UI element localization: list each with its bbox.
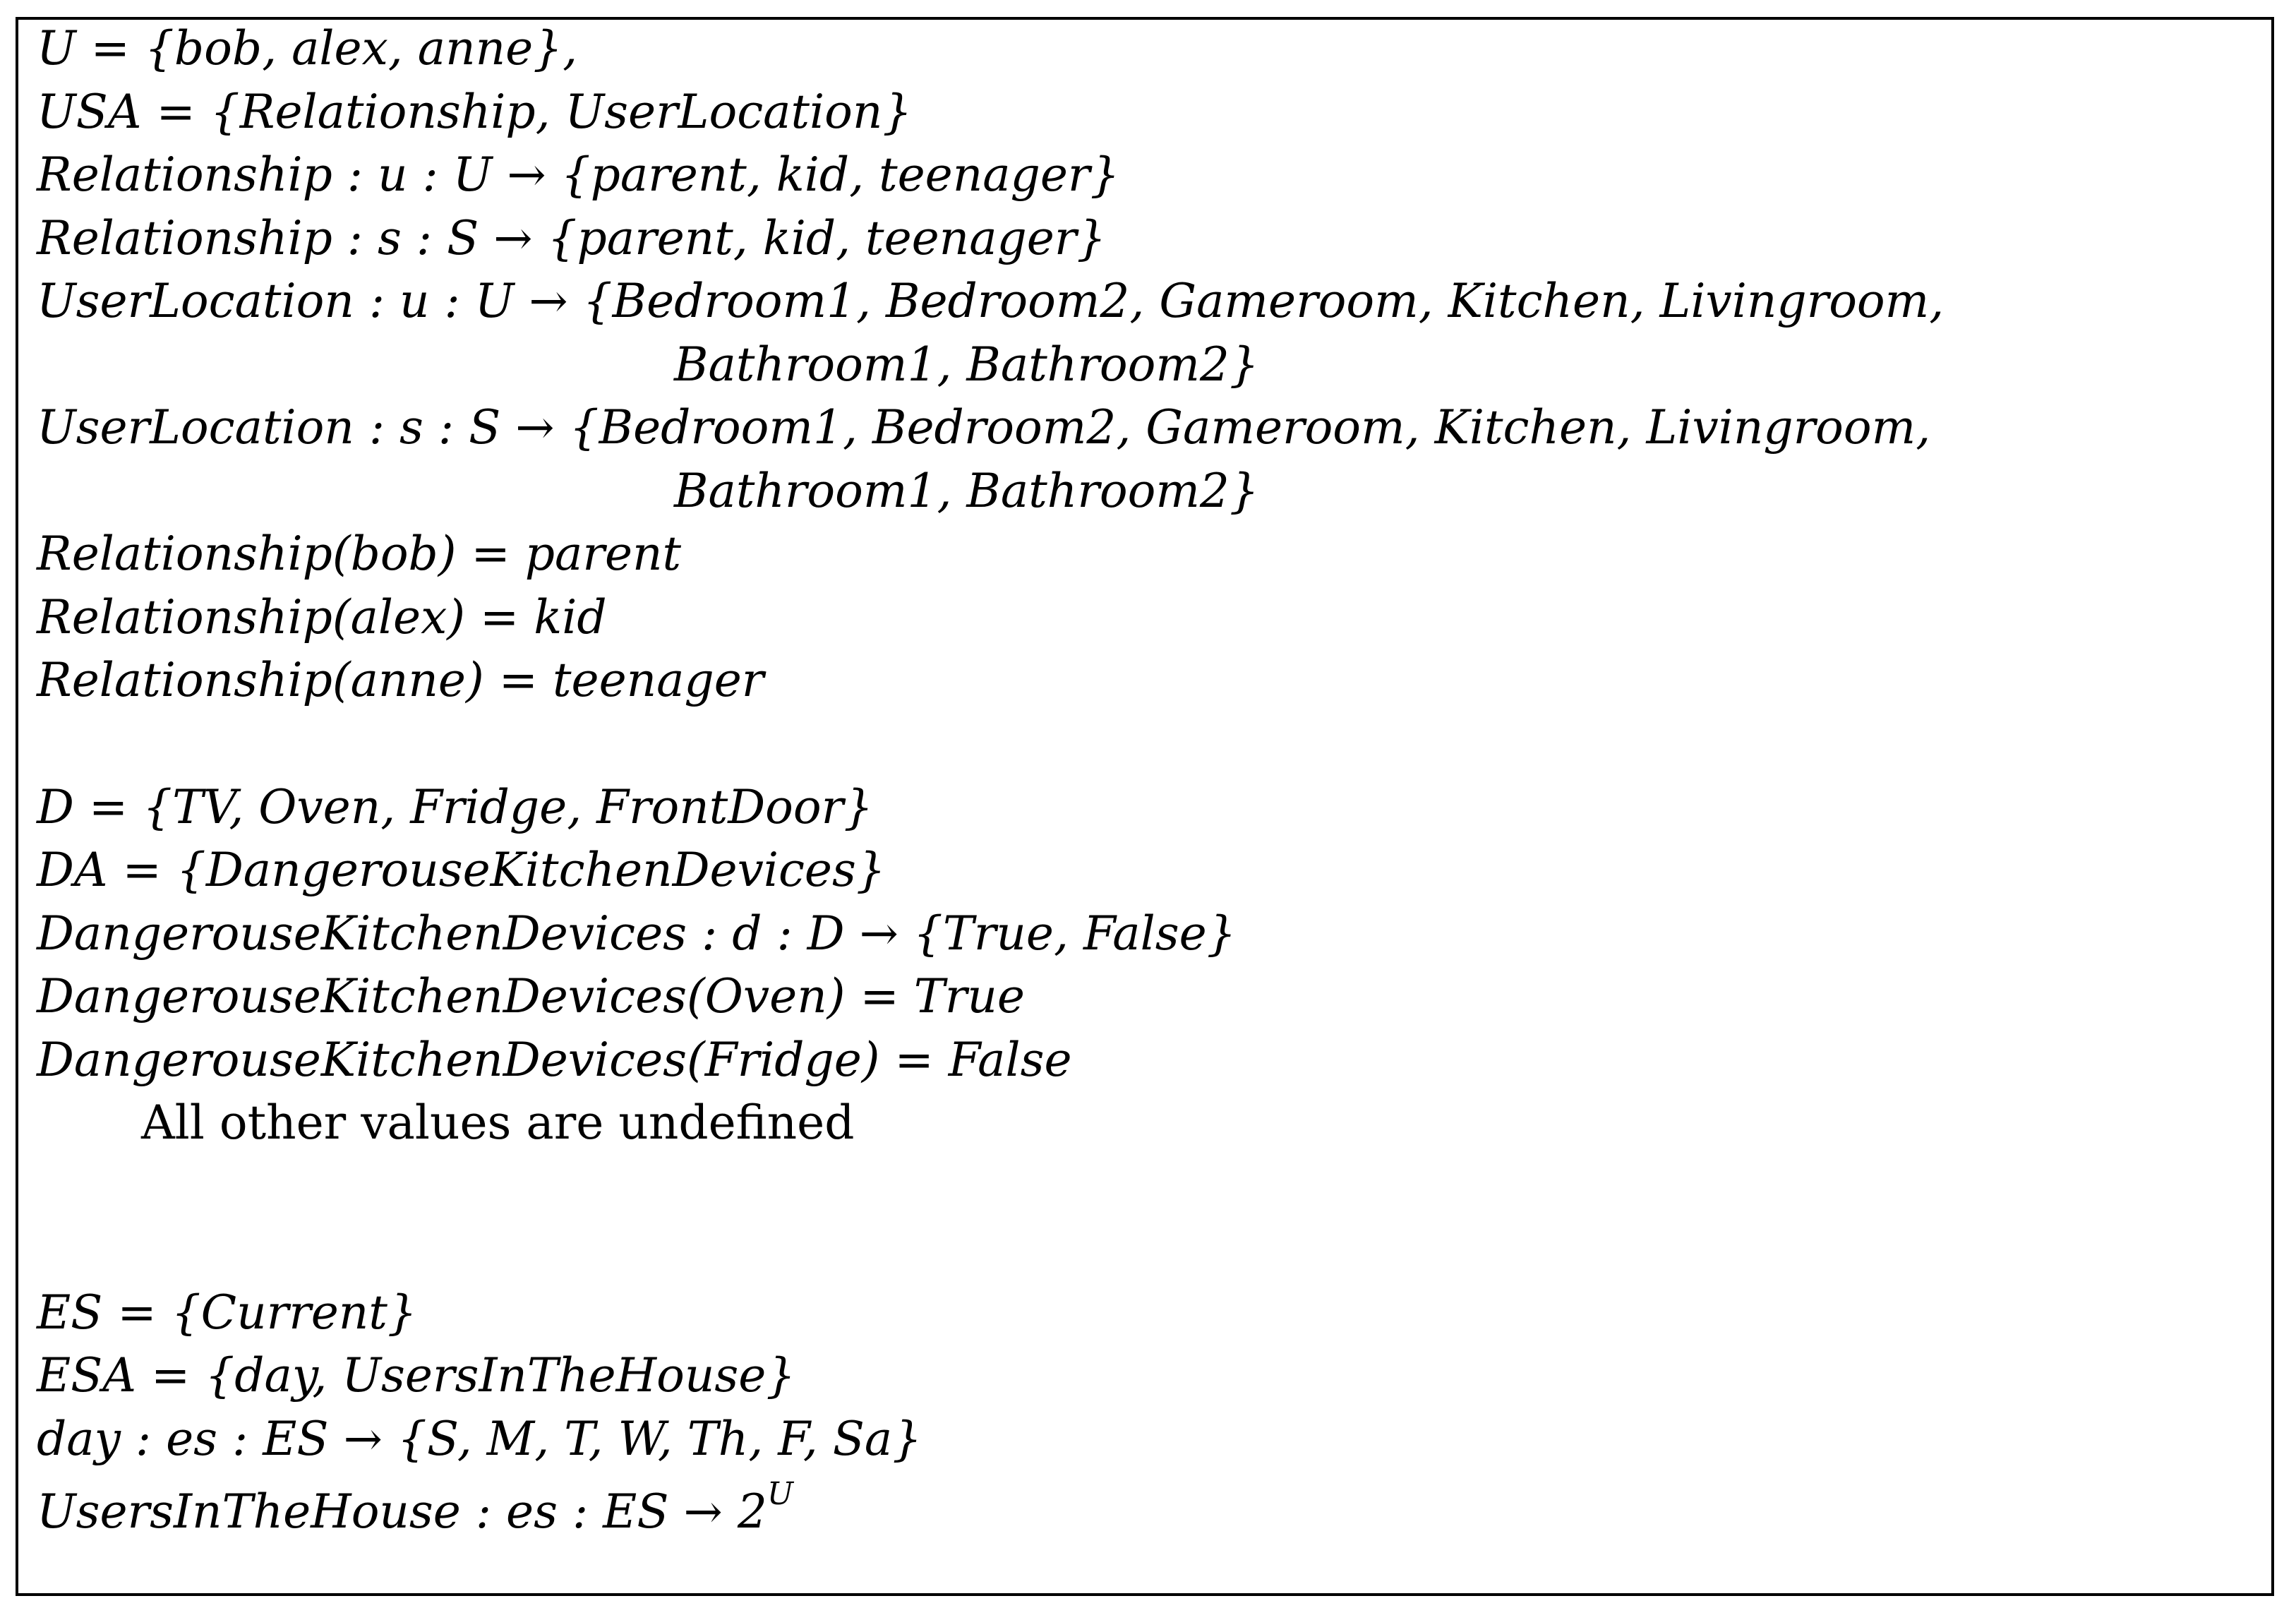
undefined-values-note: All other values are undefined bbox=[141, 1096, 855, 1150]
relationship-alex-line: Relationship(alex) = kid bbox=[37, 590, 607, 644]
relationship-bob-line: Relationship(bob) = parent bbox=[37, 527, 682, 581]
power-set-exponent: U bbox=[767, 1476, 793, 1512]
userlocation-subject-mapping-continuation: Bathroom1, Bathroom2} bbox=[674, 464, 1259, 518]
relationship-subject-mapping-line: Relationship : s : S → {parent, kid, teenager} bbox=[37, 211, 1107, 265]
userlocation-user-mapping-line: UserLocation : u : U → {Bedroom1, Bedroom2, Gameroom, Kitchen, Livingroom, bbox=[37, 274, 1945, 328]
user-attributes-line: USA = {Relationship, UserLocation} bbox=[37, 85, 913, 139]
userlocation-user-mapping-continuation: Bathroom1, Bathroom2} bbox=[674, 337, 1259, 392]
dangerous-devices-oven-line: DangerouseKitchenDevices(Oven) = True bbox=[37, 969, 1025, 1024]
relationship-anne-line: Relationship(anne) = teenager bbox=[37, 653, 764, 707]
dangerous-devices-fridge-line: DangerouseKitchenDevices(Fridge) = False bbox=[37, 1033, 1072, 1087]
users-in-house-mapping-text: UsersInTheHouse : es : ES → 2 bbox=[37, 1484, 767, 1539]
environment-states-line: ES = {Current} bbox=[37, 1285, 417, 1340]
day-mapping-line: day : es : ES → {S, M, T, W, Th, F, Sa} bbox=[37, 1412, 922, 1466]
device-attributes-line: DA = {DangerouseKitchenDevices} bbox=[37, 843, 886, 897]
devices-set-line: D = {TV, Oven, Fridge, FrontDoor} bbox=[37, 780, 874, 834]
users-in-house-mapping-line bbox=[37, 1476, 793, 1539]
dangerous-devices-mapping-line: DangerouseKitchenDevices : d : D → {True, False} bbox=[37, 906, 1237, 961]
users-set-line: U = {bob, alex, anne}, bbox=[37, 21, 578, 76]
environment-attributes-line: ESA = {day, UsersInTheHouse} bbox=[37, 1348, 796, 1403]
relationship-user-mapping-line: Relationship : u : U → {parent, kid, teenager} bbox=[37, 148, 1120, 202]
userlocation-subject-mapping-line: UserLocation : s : S → {Bedroom1, Bedroom2, Gameroom, Kitchen, Livingroom, bbox=[37, 400, 1931, 455]
